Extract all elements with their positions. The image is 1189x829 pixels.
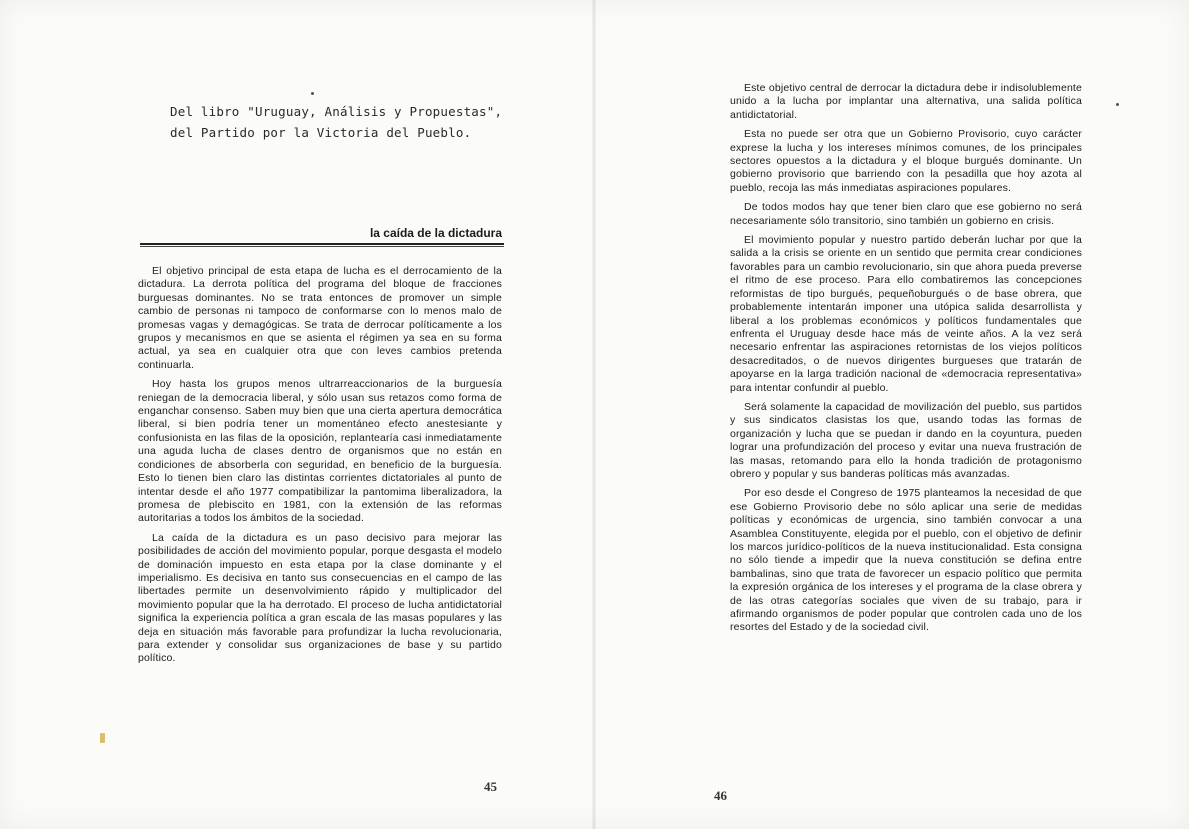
- right-paragraph-5: Será solamente la capacidad de movilización del pueblo, sus partidos y sus sindicatos clasistas los que, usando todas las formas de organización y lucha que se puedan ir dando en la coyuntura, pueden lograr una profundización del proceso y evitar una nueva frustración de las masas, retomando para ello la honda tradición de protagonismo obrero y popular y sus banderas políticas más avanzadas.: [730, 400, 1082, 480]
- right-body-text: [730, 82, 1082, 641]
- source-note: Del libro "Uruguay, Análisis y Propuestas", del Partido por la Victoria del Pueblo.: [170, 104, 503, 140]
- page-number-left: 45: [484, 779, 497, 794]
- right-paragraph-2: Esta no puede ser otra que un Gobierno Provisorio, cuyo carácter exprese la lucha y los intereses mínimos comunes, de los principales sectores opuestos a la dictadura y el bloque burgués dominante. Un gobierno provisorio que barriendo con la pesadilla que hoy azota al pueblo, recoja las más inmediatas aspiraciones populares.: [730, 128, 1082, 194]
- left-paragraph-3: La caída de la dictadura es un paso decisivo para mejorar las posibilidades de acción del movimiento popular, porque desgasta el modelo de dominación impuesto en esta etapa por la clase dominante y el imperialismo. Es decisiva en tanto sus consecuencias en el campo de las libertades permite un desenvolvimiento rápido y multiplicador del movimiento popular que la ha derrotado. El proceso de lucha antidictatorial significa la experiencia política a gran escala de las masas populares y las deja en situación más favorable para profundizar la lucha revolucionaria, para extender y consolidar sus organizaciones de base y su partido político.: [138, 531, 502, 665]
- heading-rule: [140, 243, 504, 247]
- ink-speck: [311, 92, 314, 95]
- right-page: [594, 0, 1189, 829]
- right-paragraph-1: Este objetivo central de derrocar la dictadura debe ir indisolublemente unido a la lucha por implantar una alternativa, una salida política antidictatorial.: [730, 82, 1082, 121]
- section-heading: la caída de la dictadura: [369, 226, 502, 240]
- left-paragraph-2: Hoy hasta los grupos menos ultrarreaccionarios de la burguesía reniegan de la democracia liberal, y sólo usan sus retazos como forma de enganchar consenso. Saben muy bien que una cierta apertura democrática liberal, si bien podría tener un momentáneo efecto anestesiante y confusionista en las filas de la oposición, replantearía casi inmediatamente una aguda lucha de clases dentro de organismos que no están en condiciones de absorberla con seguridad, en beneficio de la burguesía. Esto lo tienen bien claro las distintas corrientes dictatoriales al punto de intentar desde el año 1977 compatibilizar la pantomima liberalizadora, la promesa de plebiscito en 1981, con la extensión de las reformas autoritarias a todos los ámbitos de la sociedad.: [138, 378, 502, 525]
- left-paragraph-1: El objetivo principal de esta etapa de lucha es el derrocamiento de la dictadura. La derrota política del programa del bloque de fracciones burguesas dominantes. No se trata entonces de promover un simple cambio de personas ni tampoco de conformarse con lo menos malo de promesas vagas y demagógicas. Se trata de derrocar políticamente a los grupos y mecanismos en que se asienta el régimen ya sea en su forma actual, ya sea en cualquier otra que con leves cambios pretenda continuarla.: [138, 265, 502, 371]
- right-paragraph-3: De todos modos hay que tener bien claro que ese gobierno no será necesariamente sólo transitorio, sino también un gobierno en crisis.: [730, 201, 1082, 227]
- right-paragraph-4: El movimiento popular y nuestro partido deberán luchar por que la salida a la crisis se oriente en un sentido que permita crear condiciones favorables para un cambio revolucionario, sin que ahora pueda preverse el ritmo de ese proceso. Para ello combatiremos las concepciones reformistas de tipo burgués, pequeñoburgués o de base obrera, que probablemente intentarán imponer una utópica salida desarrollista y liberal a los problemas económicos y políticos fundamentales que enfrenta el Uruguay desde hace más de veinte años. A la vez será necesario enfrentar las aspiraciones retornistas de los viejos políticos desacreditados, o de nuevos dirigentes burgueses que tratarán de apoyarse en la larga tradición nacional de «democracia representativa» para intentar confundir al pueblo.: [730, 234, 1082, 394]
- right-paragraph-6: Por eso desde el Congreso de 1975 planteamos la necesidad de que ese Gobierno Provisorio debe no sólo aplicar una serie de medidas políticas y económicas de urgencia, sino también convocar a una Asamblea Constituyente, elegida por el pueblo, con el objetivo de definir los marcos jurídico-políticos de la nueva institucionalidad. Esta consigna no sólo tiende a impedir que la nueva constitución se defina entre bambalinas, sino que trata de favorecer un espacio político que permita la expresión orgánica de los intereses y el programa de la clase obrera y de las otras categorías sociales que viven de su trabajo, para ir afirmando organismos de poder popular que controlen cada uno de los resortes del Estado y de la sociedad civil.: [730, 487, 1082, 634]
- ink-speck: [1116, 103, 1119, 106]
- page-number-right: 46: [714, 788, 727, 803]
- ink-smudge: [100, 733, 105, 743]
- left-page: [0, 0, 594, 829]
- left-body-text: [138, 265, 502, 672]
